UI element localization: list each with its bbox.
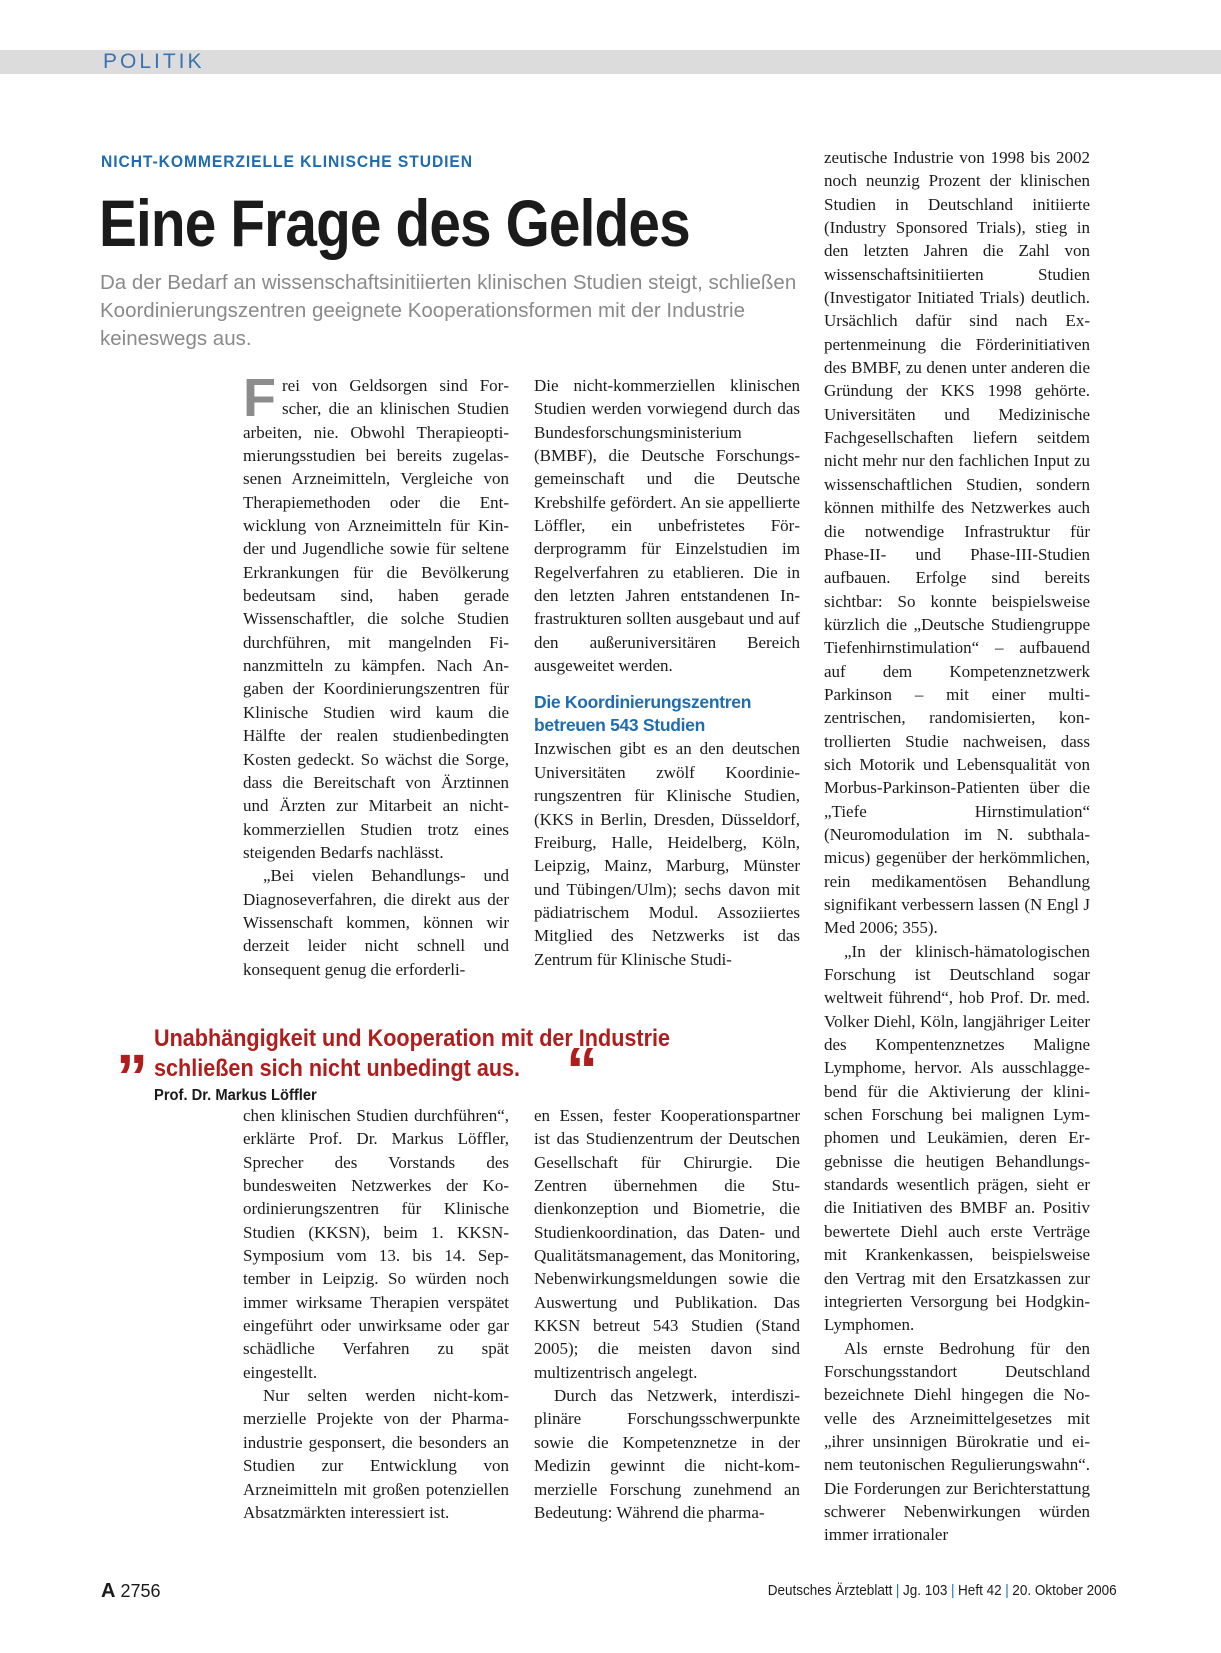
column-2-top xyxy=(534,374,800,971)
column-3 xyxy=(824,146,1090,1547)
subheading: Die Koordinierungszentren betreuen 543 Studien xyxy=(534,692,752,736)
page-prefix: A xyxy=(101,1580,116,1602)
journal-date: 20. Oktober 2006 xyxy=(1012,1582,1117,1599)
journal-info xyxy=(768,1582,1117,1599)
section-label: POLITIK xyxy=(103,50,205,73)
column-1-top xyxy=(243,368,509,981)
quote-close-mark: “ xyxy=(566,1034,592,1106)
paragraph: chen klinischen Studien durchführen“, erklärte Prof. Dr. Markus Löffler, Sprecher des Vorstands des bundesweiten Netzwerkes der Koordinierungszentren für Klinische Studien (KKSN), beim 1. KKSN-Symposium vom 13. bis 14. September in Leipzig. So würden noch immer wirksame Therapien verspätet eingeführt oder unwirksame oder gar schädliche Verfahren zu spät eingestellt. xyxy=(243,1106,509,1382)
paragraph: zeutische Industrie von 1998 bis 2002 noch neunzig Prozent der klinischen Studien in Deutschland initiierte (Industry Sponsored Trials), stieg in den letzten Jahren die Zahl von wissenschaftsinitiierten Studien (Investigator Initiated Trials) deutlich. Ursächlich dafür sind nach Expertenmeinung die Förderinitiativen des BMBF, zu denen unter anderen die Gründung der KKS 1998 gehörte. Universitäten und Medizinische Fachgesellschaften liefern seitdem nicht mehr nur den fachlichen Input zu wissenschaftlichen Studien, sondern können mithilfe des Netzwerkes auch die notwendige Infrastruktur für Phase-II- und Phase-III-Studien aufbauen. Erfolge sind bereits sichtbar: So konnte beispielsweise kürzlich die „Deutsche Studiengruppe Tiefenhirnstimulation“ – aufbauend auf dem Kompetenznetzwerk Parkinson – mit einer multizentrischen, randomisierten, kontrollierten Studie nachweisen, dass sich Motorik und Lebensqualität von Morbus-Parkinson-Patienten über die „Tiefe Hirnstimulation“ (Neuromodulation im N. subthalamicus) gegenüber der herkömmlichen, rein medikamentösen Behandlung signifikant verbessern lassen (N Engl J Med 2006; 355). xyxy=(824,148,1090,938)
paragraph: Die nicht-kommerziellen klinischen Studien werden vorwiegend durch das Bundesforschungsministerium (BMBF), die Deutsche Forschungsgemeinschaft und die Deutsche Krebshilfe gefördert. An sie appellierte Löffler, ein unbefristetes Förderprogramm für Einzelstudien im Regelverfahren zu etablieren. Die in den letzten Jahren entstandenen Infrastrukturen sollten ausgebaut und auf den außeruniversitären Bereich ausgeweitet werden. xyxy=(534,376,800,676)
paragraph: Nur selten werden nicht-kommerzielle Projekte von der Pharmaindustrie gesponsert, die besonders an Studien zur Entwicklung von Arzneimitteln mit großen potenziellen Absatzmärkten interessiert ist. xyxy=(243,1386,509,1522)
pull-quote-author: Prof. Dr. Markus Löffler xyxy=(154,1087,317,1104)
article-lead: Da der Bedarf an wissenschaftsinitiierten klinischen Studien steigt, schließen Koordinierungszentren geeignete Kooperationsformen mit der Industrie keineswegs aus. xyxy=(100,271,797,350)
paragraph: „In der klinisch-hämatologischen Forschung ist Deutschland sogar weltweit führend“, hob Prof. Dr. med. Volker Diehl, Köln, langjähriger Leiter des Kompentenznetzes Maligne Lymphome, hervor. Als ausschlaggebend für die Aktivierung der klinischen Forschung bei malignen Lymphomen und Leukämien, deren Ergebnisse die heutigen Behandlungsstandards wesentlich prägen, sieht er die Initiativen des BMBF an. Positiv bewertete Diehl auch erste Verträge mit Krankenkassen, beispielsweise den Vertrag mit den Ersatzkassen zur integrierten Versorgung bei Hodgkin-Lymphomen. xyxy=(824,941,1090,1335)
separator: | xyxy=(951,1582,955,1599)
separator: | xyxy=(896,1582,900,1599)
article-kicker: NICHT-KOMMERZIELLE KLINISCHE STUDIEN xyxy=(101,152,473,171)
drop-cap: F xyxy=(243,368,276,428)
page-number-value: 2756 xyxy=(120,1581,161,1601)
separator: | xyxy=(1005,1582,1010,1599)
journal-volume: Jg. 103 xyxy=(903,1582,948,1599)
journal-issue: Heft 42 xyxy=(958,1582,1002,1599)
journal-name: Deutsches Ärzteblatt xyxy=(768,1582,893,1599)
paragraph: „Bei vielen Behandlungs- und Diagnoseverfahren, die direkt aus der Wissenschaft kommen, können wir derzeit leider nicht schnell und konsequent genug die erforderli- xyxy=(243,866,509,979)
paragraph: en Essen, fester Kooperationspartner ist das Studienzentrum der Deutschen Gesellschaft für Chirurgie. Die Zentren übernehmen die Studienkonzeption und Biometrie, die Studienkoordination, das Daten- und Qualitätsmanagement, das Monitoring, Nebenwirkungsmeldungen sowie die Auswertung und Publikation. Das KKSN betreut 543 Studien (Stand 2005); die meisten davon sind multizentrisch angelegt. xyxy=(534,1106,800,1382)
article-headline: Eine Frage des Geldes xyxy=(99,186,690,260)
paragraph xyxy=(243,368,509,864)
column-2-bottom xyxy=(534,1104,800,1524)
paragraph: Als ernste Bedrohung für den Forschungsstandort Deutschland bezeichnete Diehl hingegen die Novelle des Arzneimittelgesetzes mit „ihrer unsinnigen Bürokratie und einem teutonischen Regulierungswahn“. Die Forderungen zur Berichterstattung schwerer Nebenwirkungen würden immer irrationaler xyxy=(824,1338,1090,1545)
paragraph-text: rei von Geldsorgen sind Forscher, die an klinischen Studien arbeiten, nie. Obwohl Therapieoptimierungsstudien bei bereits zugelassenen Arzneimitteln, Vergleiche von Therapiemethoden oder die Entwicklung von Arzneimitteln für Kinder und Jugendliche sowie für seltene Erkrankungen für die Bevölkerung bedeutsam sind, haben gerade Wissenschaftler, die solche Studien durchführen, mit mangelnden Finanzmitteln zu kämpfen. Nach Angaben der Koordinierungszentren für Klinische Studien wird kaum die Hälfte der realen studienbedingten Kosten gedeckt. So wächst die Sorge, dass die Bereitschaft von Ärztinnen und Ärzten zur Mitarbeit an nicht-kommerziellen Studien trotz eines steigenden Bedarfs nachlässt. xyxy=(243,376,509,862)
paragraph: Inzwischen gibt es an den deutschen Universitäten zwölf Koordinierungszentren für Klinische Studien, (KKS in Berlin, Dresden, Düsseldorf, Freiburg, Halle, Heidelberg, Köln, Leipzig, Mainz, Marburg, Münster und Tübingen/Ulm); sechs davon mit pädiatrischem Modul. Assoziiertes Mitglied des Netzwerks ist das Zentrum für Klinische Studi- xyxy=(534,739,800,969)
paragraph: Durch das Netzwerk, interdisziplinäre Forschungsschwerpunkte sowie die Kompetenznetze in der Medizin gewinnt die nicht-kommerzielle Forschung zunehmend an Bedeutung: Während die pharma- xyxy=(534,1386,800,1522)
pull-quote-text: Unabhängigkeit und Kooperation mit der Industrie schließen sich nicht unbedingt aus. xyxy=(154,1025,671,1082)
quote-open-mark: „ xyxy=(116,1005,142,1077)
page-number xyxy=(101,1580,161,1603)
column-1-bottom xyxy=(243,1104,509,1524)
